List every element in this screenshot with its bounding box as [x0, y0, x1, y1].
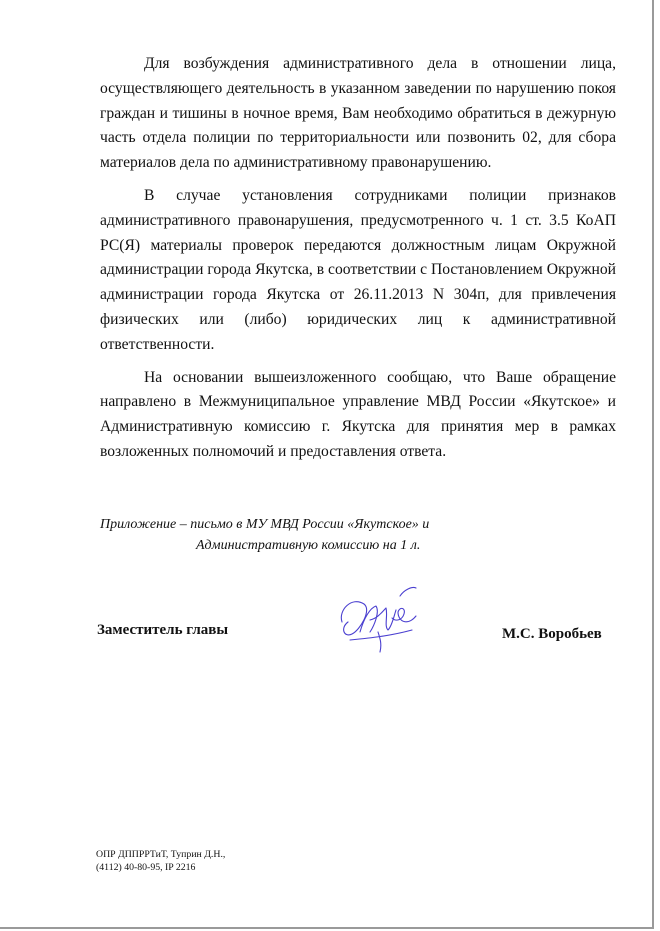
attachment-line-2: Административную комиссию на 1 л.: [196, 538, 421, 553]
footer-line-1: ОПР ДППРРТиТ, Туприн Д.Н.,: [96, 849, 226, 860]
executor-footer: [96, 848, 225, 874]
attachment-line-1: Приложение – письмо в МУ МВД России «Якутское» и: [100, 517, 430, 532]
attachment-note: [100, 514, 429, 556]
footer-line-2: (4112) 40-80-95, IP 2216: [96, 862, 196, 873]
signer-name: М.С. Воробьев: [502, 626, 602, 642]
signer-title: Заместитель главы: [97, 622, 229, 638]
letter-body: [100, 52, 616, 473]
paragraph-3: На основании вышеизложенного сообщаю, что Ваше обращение направлено в Межмуниципальное управление МВД России «Якутское» и Административную комиссию г. Якутска для принятия мер в рамках возложенных полномочий и предоставления ответа.: [100, 368, 616, 460]
handwritten-signature: [330, 582, 430, 654]
paragraph-2: В случае установления сотрудниками полиции признаков административного правонарушения, предусмотренного ч. 1 ст. 3.5 КоАП РС(Я) материалы проверок передаются должностным лицам Окружной администрации города Якутска, в соответствии с Постановлением Окружной администрации города Якутска от 26.11.2013 N 304п, для привлечения физических или (либо) юридических лиц к административной ответственности.: [100, 186, 616, 353]
paragraph-1: Для возбуждения административного дела в отношении лица, осуществляющего деятельность в указанном заведении по нарушению покоя граждан и тишины в ночное время, Вам необходимо обратиться в дежурную часть отдела полиции по территориальности или позвонить 02, для сбора материалов дела по административному правонарушению.: [100, 55, 616, 172]
